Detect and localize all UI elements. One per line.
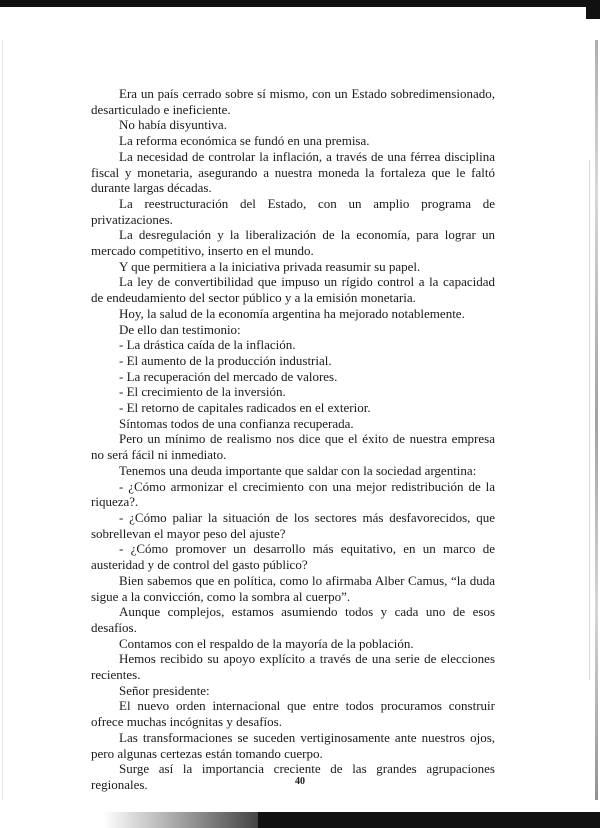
scan-border-bottom-fade bbox=[0, 812, 258, 828]
paragraph: Contamos con el respaldo de la mayoría de la población. bbox=[119, 635, 414, 651]
scan-border-corner bbox=[586, 7, 600, 19]
paragraph: De ello dan testimonio: bbox=[119, 321, 241, 337]
paragraph: El nuevo orden internacional que entre todos procuramos construir ofrece muchas incógnitas y desafíos. bbox=[91, 698, 495, 730]
page-number: 40 bbox=[295, 776, 305, 787]
paragraph: No había disyuntiva. bbox=[119, 117, 227, 133]
scan-border-right bbox=[595, 40, 598, 800]
scan-border-top bbox=[0, 0, 600, 7]
paragraph: La necesidad de controlar la inflación, a través de una férrea disciplina fiscal y monetaria, asegurando a nuestra moneda la fortaleza que le faltó durante largas décadas. bbox=[91, 148, 495, 196]
paragraph: Surge así la importancia creciente de las grandes agrupaciones regionales. bbox=[91, 761, 495, 792]
scan-border-right-inner bbox=[589, 160, 590, 680]
list-item: - El retorno de capitales radicados en el exterior. bbox=[119, 400, 371, 416]
list-item: - El aumento de la producción industrial. bbox=[119, 352, 332, 368]
paragraph: Y que permitiera a la iniciativa privada reasumir su papel. bbox=[119, 258, 421, 274]
scan-border-bottom bbox=[258, 812, 600, 828]
list-item: - La recuperación del mercado de valores. bbox=[119, 368, 338, 384]
paragraph: La ley de convertibilidad que impuso un rígido control a la capacidad de endeudamiento del sector público y a la emisión monetaria. bbox=[91, 274, 495, 306]
list-item: - El crecimiento de la inversión. bbox=[119, 384, 286, 400]
paragraph: Pero un mínimo de realismo nos dice que el éxito de nuestra empresa no será fácil ni inmediato. bbox=[91, 431, 495, 463]
paragraph: Aunque complejos, estamos asumiendo todos y cada uno de esos desafíos. bbox=[91, 604, 495, 635]
list-item: - ¿Cómo paliar la situación de los sectores más desfavorecidos, que sobrellevan el mayor peso del ajuste? bbox=[91, 509, 495, 541]
paragraph: Bien sabemos que en política, como lo afirmaba Alber Camus, “la duda sigue a la convicción, como la sombra al cuerpo”. bbox=[91, 572, 495, 604]
paragraph: La reforma económica se fundó en una premisa. bbox=[119, 133, 370, 149]
document-body bbox=[91, 86, 495, 793]
paragraph: Tenemos una deuda importante que saldar con la sociedad argentina: bbox=[119, 462, 477, 478]
paragraph: La desregulación y la liberalización de la economía, para lograr un mercado competitivo, inserto en el mundo. bbox=[91, 227, 495, 259]
paragraph: Síntomas todos de una confianza recuperada. bbox=[119, 415, 354, 431]
paragraph: Hemos recibido su apoyo explícito a través de una serie de elecciones recientes. bbox=[91, 651, 495, 683]
paragraph: Las transformaciones se suceden vertiginosamente ante nuestros ojos, pero algunas certezas están tomando cuerpo. bbox=[91, 729, 495, 761]
list-item: - ¿Cómo promover un desarrollo más equitativo, en un marco de austeridad y de control del gasto público? bbox=[91, 541, 495, 573]
list-item: - ¿Cómo armonizar el crecimiento con una mejor redistribución de la riqueza?. bbox=[91, 478, 495, 510]
scan-border-left bbox=[2, 40, 3, 800]
paragraph: Señor presidente: bbox=[119, 682, 210, 698]
paragraph: Era un país cerrado sobre sí mismo, con un Estado sobredimensionado, desarticulado e ineficiente. bbox=[91, 86, 495, 117]
list-item: - La drástica caída de la inflación. bbox=[119, 337, 296, 353]
paragraph: Hoy, la salud de la economía argentina ha mejorado notablemente. bbox=[119, 305, 465, 321]
paragraph: La reestructuración del Estado, con un amplio programa de privatizaciones. bbox=[91, 195, 495, 227]
